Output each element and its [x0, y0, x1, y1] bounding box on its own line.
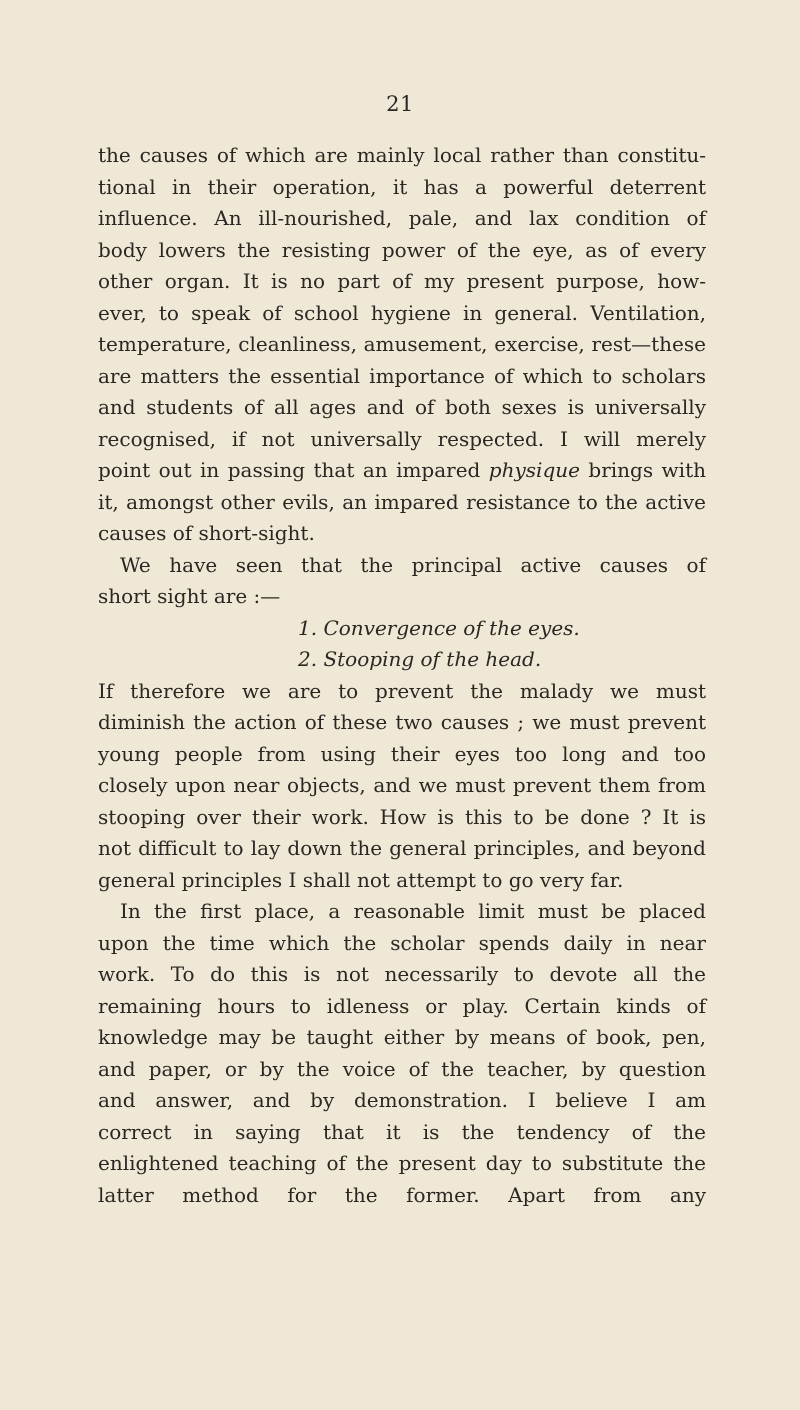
paragraph	[98, 676, 706, 897]
text-line: and students of all ages and of both sexes is universally	[98, 395, 706, 419]
paragraph	[98, 550, 706, 613]
text-line: diminish the action of these two causes ; we must prevent	[98, 710, 706, 734]
text-line: it, amongst other evils, an impared resistance to the active	[98, 489, 706, 514]
page-number: 21	[386, 92, 414, 116]
text-line: closely upon near objects, and we must prevent them from	[98, 773, 706, 797]
text-line: the causes of which are mainly local rather than constitu-	[98, 143, 706, 167]
text-line: stooping over their work. How is this to be done ? It is	[98, 804, 706, 829]
text-line: influence. An ill-nourished, pale, and lax condition of	[98, 206, 706, 230]
text-line: and paper, or by the voice of the teacher, by question	[98, 1056, 706, 1081]
text-line: causes of short-sight.	[98, 521, 315, 545]
text-line: general principles I shall not attempt to go very far.	[98, 867, 624, 892]
text-line: If therefore we are to prevent the malady we must	[98, 678, 706, 703]
text-line: body lowers the resisting power of the eye, as of every	[98, 237, 706, 262]
text-line: correct in saying that it is the tendency of the	[98, 1119, 706, 1144]
text-line	[98, 455, 706, 487]
text-line: latter method for the former. Apart from any	[98, 1182, 706, 1207]
list-item: 2. Stooping of the head.	[298, 647, 542, 671]
text-line: young people from using their eyes too long and too	[98, 741, 706, 766]
text-line: are matters the essential importance of which to scholars	[98, 363, 706, 388]
text-line: remaining hours to idleness or play. Certain kinds of	[98, 993, 706, 1018]
text-line: knowledge may be taught either by means of book, pen,	[98, 1025, 706, 1049]
paragraph	[98, 896, 706, 1211]
paragraph	[98, 140, 706, 550]
text-line: other organ. It is no part of my present purpose, how-	[98, 269, 706, 293]
text-line: enlightened teaching of the present day to substitute the	[98, 1151, 706, 1175]
numbered-list	[98, 613, 706, 676]
list-item: 1. Convergence of the eyes.	[298, 615, 580, 640]
text-line: work. To do this is not necessarily to devote all the	[98, 962, 706, 986]
text-segment: point out in passing that an impared	[98, 458, 489, 482]
text-line: tional in their operation, it has a powerful deterrent	[98, 174, 706, 199]
italic-term: physique	[488, 458, 580, 482]
text-segment: brings with	[579, 458, 706, 482]
text-line: short sight are :—	[98, 584, 281, 608]
text-line: recognised, if not universally respected. I will merely	[98, 426, 706, 451]
text-line: We have seen that the principal active causes of	[120, 552, 706, 577]
text-line: and answer, and by demonstration. I believe I am	[98, 1088, 706, 1112]
text-line: temperature, cleanliness, amusement, exercise, rest—these	[98, 332, 706, 356]
text-line: ever, to speak of school hygiene in general. Ventilation,	[98, 300, 706, 325]
body-text	[98, 140, 706, 1211]
text-line: In the first place, a reasonable limit must be placed	[120, 899, 706, 923]
text-line: not difficult to lay down the general principles, and beyond	[98, 836, 706, 860]
text-line: upon the time which the scholar spends daily in near	[98, 930, 706, 955]
